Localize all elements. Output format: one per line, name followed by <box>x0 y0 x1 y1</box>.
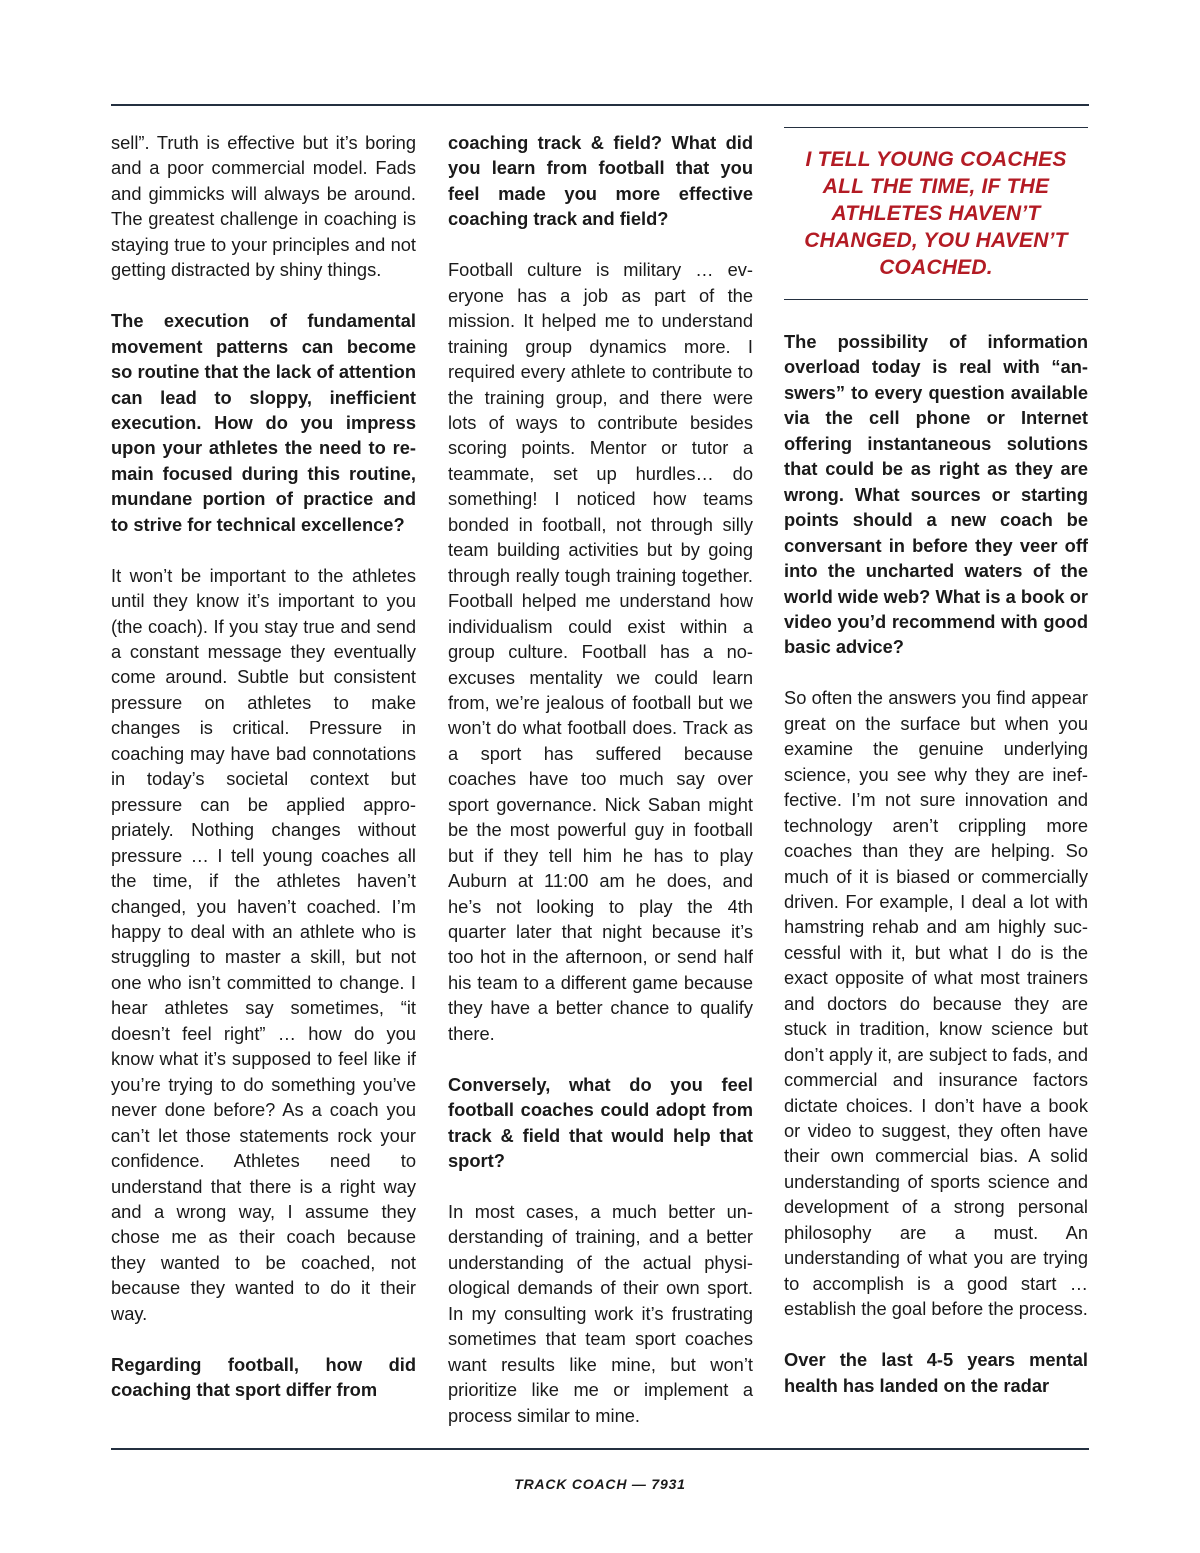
question-paragraph: The execution of fundamental movement patterns can become so routine that the lack of attention can lead to sloppy, inefficient execution. How do you impress upon your athletes the need to remain focused during this routine, mundane portion of practice and to strive for technical excellence? <box>111 310 416 535</box>
article-column-1 <box>111 130 416 1403</box>
answer-paragraph: It won’t be important to the athletes until they know it’s important to you (the coach). If you stay true and send a constant message they eventually come around. Subtle but consistent pressure on athletes to make changes is critical. Pressure in coaching may have bad connotations in today’s societal context but pressure can be applied appropriately. Nothing changes without pressure … I tell young coaches all the time, if the athletes haven’t changed, you haven’t coached. I’m happy to deal with an athlete who is struggling to master a skill, but not one who isn’t committed to change. I hear athletes say sometimes, “it doesn’t feel right” … how do you know what it’s supposed to feel like if you’re trying to do something you’ve never done before? As a coach you can’t let those statements rock your confidence. Athletes need to understand that there is a right way and a wrong way, I assume they chose me as their coach because they wanted to be coached, not because they wanted to do it their way. <box>111 564 416 1324</box>
answer-paragraph: Football culture is military … everyone has a job as part of the mission. It helped me to understand training group dynamics more. I required every athlete to contribute to the training group, and there were lots of ways to contribute besides scoring points. Mentor or tutor a teammate, set up hurdles… do something! I noticed how teams bonded in football, not through silly team building activities but by going through really tough training together. Football helped me understand how individualism could exist within a group culture. Football has a no-excuses mentality we could learn from, we’re jealous of football but we won’t do what football does. Track as a sport has suffered because coaches have too much say over sport governance. Nick Saban might be the most powerful guy in football but if they tell him he has to play Auburn at 11:00 am he does, and he’s not looking to play the 4th quarter later that night because it’s too hot in the afternoon, or send half his team to a different game because they have a better chance to qualify there. <box>448 259 753 1044</box>
question-paragraph: The possibility of information overload today is real with “answers” to every question available via the cell phone or Internet offering instantaneous solutions that could be as right as they are wrong. What sources or starting points should a new coach be conversant in before they veer off into the uncharted waters of the world wide web? What is a book or video you’d recommend with good basic advice? <box>784 331 1088 658</box>
bottom-rule <box>111 1448 1089 1450</box>
question-paragraph: coaching track & field? What did you learn from football that you feel made you more effective coaching track and field? <box>448 132 753 230</box>
top-rule <box>111 104 1089 106</box>
pull-quote-text: I TELL YOUNG COACHES ALL THE TIME, IF THE ATHLETES HAVEN’T CHANGED, YOU HAVEN’T COACHED. <box>804 148 1068 279</box>
question-paragraph: Over the last 4-5 years mental health has landed on the radar <box>784 1349 1088 1396</box>
answer-paragraph: So often the answers you find appear great on the surface but when you examine the genuine underlying science, you see why they are ineffective. I’m not sure innovation and technology aren’t crippling more coaches than they are helping. So much of it is biased or commercially driven. For example, I deal a lot with hamstring rehab and am highly successful with it, but what I do is the exact opposite of what most trainers and doctors do because they are stuck in tradition, know science but don’t apply it, are subject to fads, and commercial and insurance factors dictate choices. I don’t have a book or video to suggest, they often have their own commercial bias. A solid understanding of sports science and development of a strong personal philosophy are a must. An understanding of what you are trying to accomplish is a good start … establish the goal before the process. <box>784 687 1088 1320</box>
article-column-3 <box>784 329 1088 1398</box>
question-paragraph: Conversely, what do you feel football coaches could adopt from track & field that would help that sport? <box>448 1073 753 1172</box>
article-column-2 <box>448 130 753 1428</box>
page-footer: TRACK COACH — 7931 <box>514 1476 686 1492</box>
question-paragraph: Regarding football, how did coaching that sport differ from <box>111 1353 416 1401</box>
answer-paragraph: In most cases, a much better understanding of training, and a better understanding of the actual physiological demands of their own sport. In my consulting work it’s frustrating sometimes that team sport coaches want results like mine, but won’t prioritize like me or implement a process similar to mine. <box>448 1200 753 1426</box>
answer-paragraph: sell”. Truth is effective but it’s boring and a poor commercial model. Fads and gimmicks will always be around. The greatest challenge in coaching is staying true to your principles and not getting distracted by shiny things. <box>111 132 416 281</box>
pull-quote <box>784 127 1088 300</box>
